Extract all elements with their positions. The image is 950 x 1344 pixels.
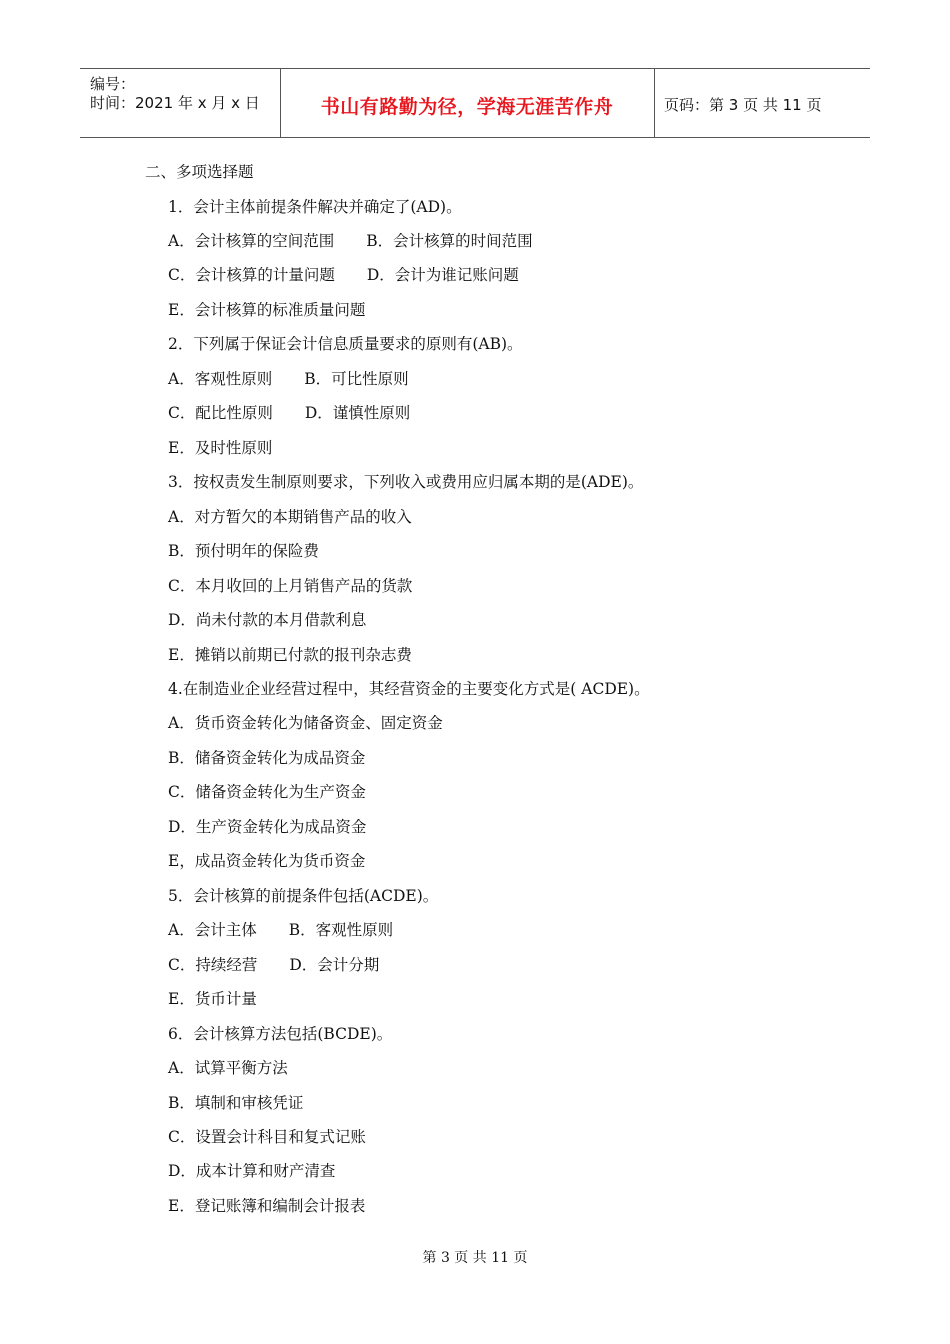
option-c: C．持续经营: [168, 956, 258, 974]
option-b: B．客观性原则: [288, 921, 394, 939]
question-stem: 6．会计核算方法包括(BCDE)。: [168, 1025, 393, 1043]
option-c: C．设置会计科目和复式记账: [168, 1128, 366, 1146]
question-stem: 3．按权责发生制原则要求，下列收入或费用应归属本期的是(ADE)。: [168, 473, 644, 491]
option-c: C．本月收回的上月销售产品的货款: [168, 577, 413, 595]
option-d: D．成本计算和财产清查: [168, 1162, 336, 1180]
option-a: A．客观性原则: [168, 370, 273, 388]
option-e: E．货币计量: [168, 990, 257, 1008]
header-motto-cell: [280, 69, 655, 137]
option-b: B．可比性原则: [304, 370, 409, 388]
option-row: [168, 955, 379, 975]
question-stem: 1．会计主体前提条件解决并确定了(AD)。: [168, 198, 462, 216]
option-e: E．摊销以前期已付款的报刊杂志费: [168, 646, 412, 664]
question-stem: 5．会计核算的前提条件包括(ACDE)。: [168, 887, 439, 905]
option-row: [168, 403, 410, 423]
page-header: [80, 68, 870, 138]
page-footer: 第 3 页 共 11 页: [422, 1250, 528, 1266]
header-motto: 书山有路勤为径，学海无涯苦作舟: [320, 96, 614, 118]
option-row: [168, 265, 519, 285]
document-date-label: 时间：2021 年 x 月 x 日: [90, 94, 260, 112]
option-a: A．会计主体: [168, 921, 257, 939]
option-row: [168, 231, 533, 251]
option-a: A．货币资金转化为储备资金、固定资金: [168, 714, 443, 732]
document-number-label: 编号：: [90, 75, 136, 93]
option-d: D．谨慎性原则: [304, 404, 411, 422]
option-e: E．会计核算的标准质量问题: [168, 301, 366, 319]
option-b: B．会计核算的时间范围: [366, 232, 533, 250]
option-d: D．会计为谁记账问题: [366, 266, 519, 284]
option-a: A．试算平衡方法: [168, 1059, 288, 1077]
option-b: B．填制和审核凭证: [168, 1094, 304, 1112]
option-e: E．登记账簿和编制会计报表: [168, 1197, 366, 1215]
option-e: E，成品资金转化为货币资金: [168, 852, 366, 870]
option-row: [168, 369, 409, 389]
question-stem: 2．下列属于保证会计信息质量要求的原则有(AB)。: [168, 335, 523, 353]
option-c: C．配比性原则: [168, 404, 273, 422]
option-d: D．会计分期: [289, 956, 380, 974]
option-c: C．会计核算的计量问题: [168, 266, 335, 284]
option-d: D．尚未付款的本月借款利息: [168, 611, 367, 629]
header-meta-cell: [80, 69, 281, 137]
option-row: [168, 920, 393, 940]
option-d: D．生产资金转化为成品资金: [168, 818, 367, 836]
section-title: 二、多项选择题: [145, 163, 254, 181]
question-stem: 4.在制造业企业经营过程中，其经营资金的主要变化方式是( ACDE)。: [168, 680, 650, 698]
option-a: A．会计核算的空间范围: [168, 232, 335, 250]
header-page-cell: [654, 69, 870, 137]
option-a: A．对方暂欠的本期销售产品的收入: [168, 508, 412, 526]
option-b: B．预付明年的保险费: [168, 542, 319, 560]
option-c: C．储备资金转化为生产资金: [168, 783, 366, 801]
header-page-info: 页码：第 3 页 共 11 页: [664, 96, 822, 114]
option-b: B．储备资金转化为成品资金: [168, 749, 366, 767]
option-e: E．及时性原则: [168, 439, 273, 457]
